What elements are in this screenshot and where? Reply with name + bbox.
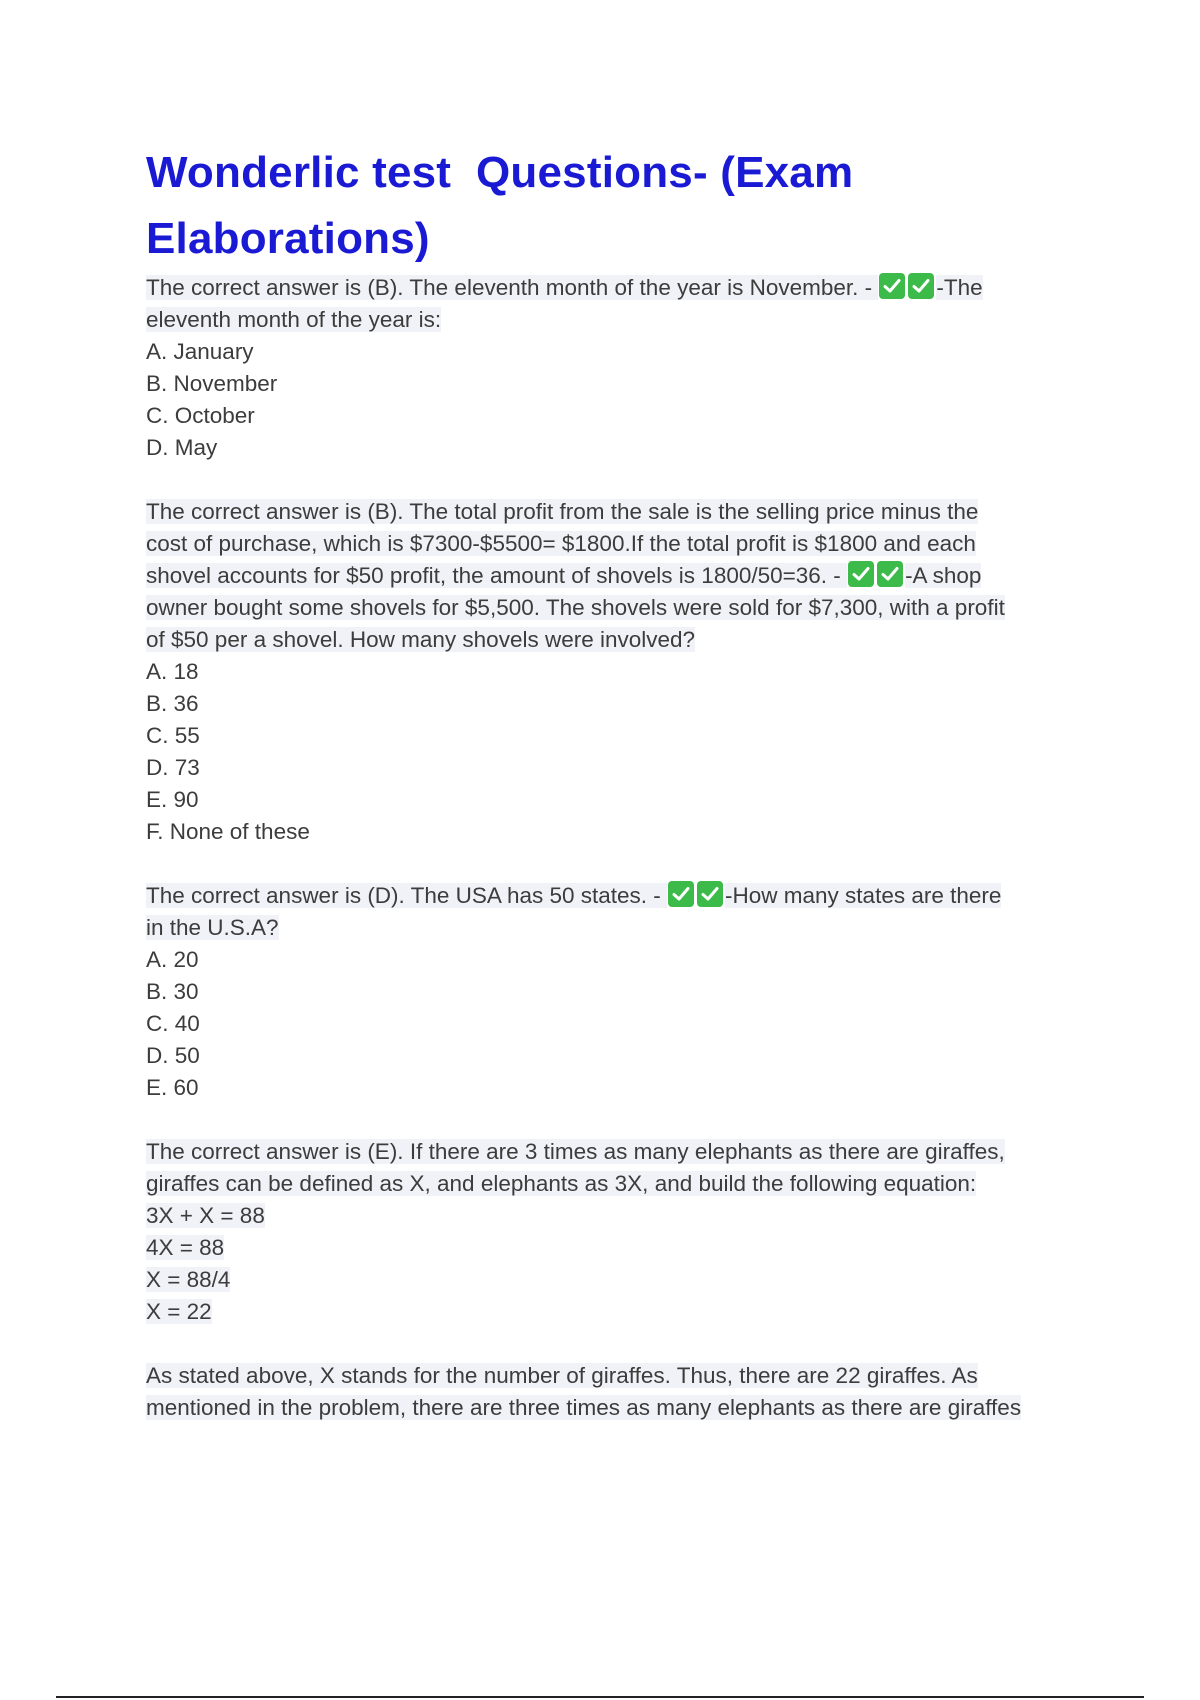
check-mark-icon — [879, 273, 905, 299]
option: D. 73 — [146, 755, 200, 780]
option: A. 18 — [146, 659, 199, 684]
q2-line-2: cost of purchase, which is $7300-$5500= $1800.If the total profit is $1800 and each — [146, 531, 976, 556]
q4-para2-line-2: mentioned in the problem, there are three times as many elephants as there are giraffes — [146, 1395, 1022, 1420]
check-mark-icon — [668, 881, 694, 907]
document-page — [146, 140, 1096, 1424]
check-mark-icon — [848, 561, 874, 587]
q3-line-1: The correct answer is (D). The USA has 50 states. - -How many states are there — [146, 883, 1002, 908]
check-mark-icon — [908, 273, 934, 299]
question-block-4 — [146, 1136, 1096, 1424]
equation: 4X = 88 — [146, 1235, 225, 1260]
title-line-1: Wonderlic test Questions- (Exam — [146, 148, 854, 197]
q4-line-2: giraffes can be defined as X, and elephants as 3X, and build the following equation: — [146, 1171, 977, 1196]
spacer — [146, 848, 1096, 880]
equation: X = 22 — [146, 1299, 212, 1324]
page-bottom-rule — [56, 1696, 1144, 1698]
q1-explanation: The correct answer is (B). The eleventh month of the year is November. - — [146, 275, 879, 300]
q2-line-3: shovel accounts for $50 profit, the amount of shovels is 1800/50=36. - -A shop — [146, 563, 982, 588]
equation: X = 88/4 — [146, 1267, 231, 1292]
q1-line-2: eleventh month of the year is: — [146, 307, 442, 332]
question-block-2 — [146, 496, 1096, 848]
q4-para2-line-1: As stated above, X stands for the number of giraffes. Thus, there are 22 giraffes. As — [146, 1363, 978, 1388]
option: F. None of these — [146, 819, 310, 844]
q1-line-1 — [146, 272, 1096, 304]
q1-question-tail: -The — [936, 275, 983, 300]
question-block-3 — [146, 880, 1096, 1104]
option: C. October — [146, 403, 255, 428]
document-title — [146, 140, 1096, 272]
option: A. 20 — [146, 947, 199, 972]
option: D. May — [146, 435, 218, 460]
option: E. 60 — [146, 1075, 199, 1100]
check-mark-icon — [877, 561, 903, 587]
question-block-1 — [146, 272, 1096, 464]
option: B. 30 — [146, 979, 199, 1004]
option: B. November — [146, 371, 278, 396]
q3-line-2: in the U.S.A? — [146, 915, 279, 940]
spacer — [146, 464, 1096, 496]
q4-line-1: The correct answer is (E). If there are 3 times as many elephants as there are giraffes, — [146, 1139, 1005, 1164]
q2-line-4: owner bought some shovels for $5,500. The shovels were sold for $7,300, with a profit — [146, 595, 1005, 620]
spacer — [146, 1104, 1096, 1136]
option: A. January — [146, 339, 254, 364]
title-line-2: Elaborations) — [146, 214, 430, 263]
option: C. 55 — [146, 723, 200, 748]
equation: 3X + X = 88 — [146, 1203, 265, 1228]
option: E. 90 — [146, 787, 199, 812]
q2-line-5: of $50 per a shovel. How many shovels were involved? — [146, 627, 696, 652]
option: B. 36 — [146, 691, 199, 716]
spacer — [146, 1328, 1096, 1360]
check-mark-icon — [697, 881, 723, 907]
option: C. 40 — [146, 1011, 200, 1036]
q2-line-1: The correct answer is (B). The total profit from the sale is the selling price minus the — [146, 499, 979, 524]
option: D. 50 — [146, 1043, 200, 1068]
